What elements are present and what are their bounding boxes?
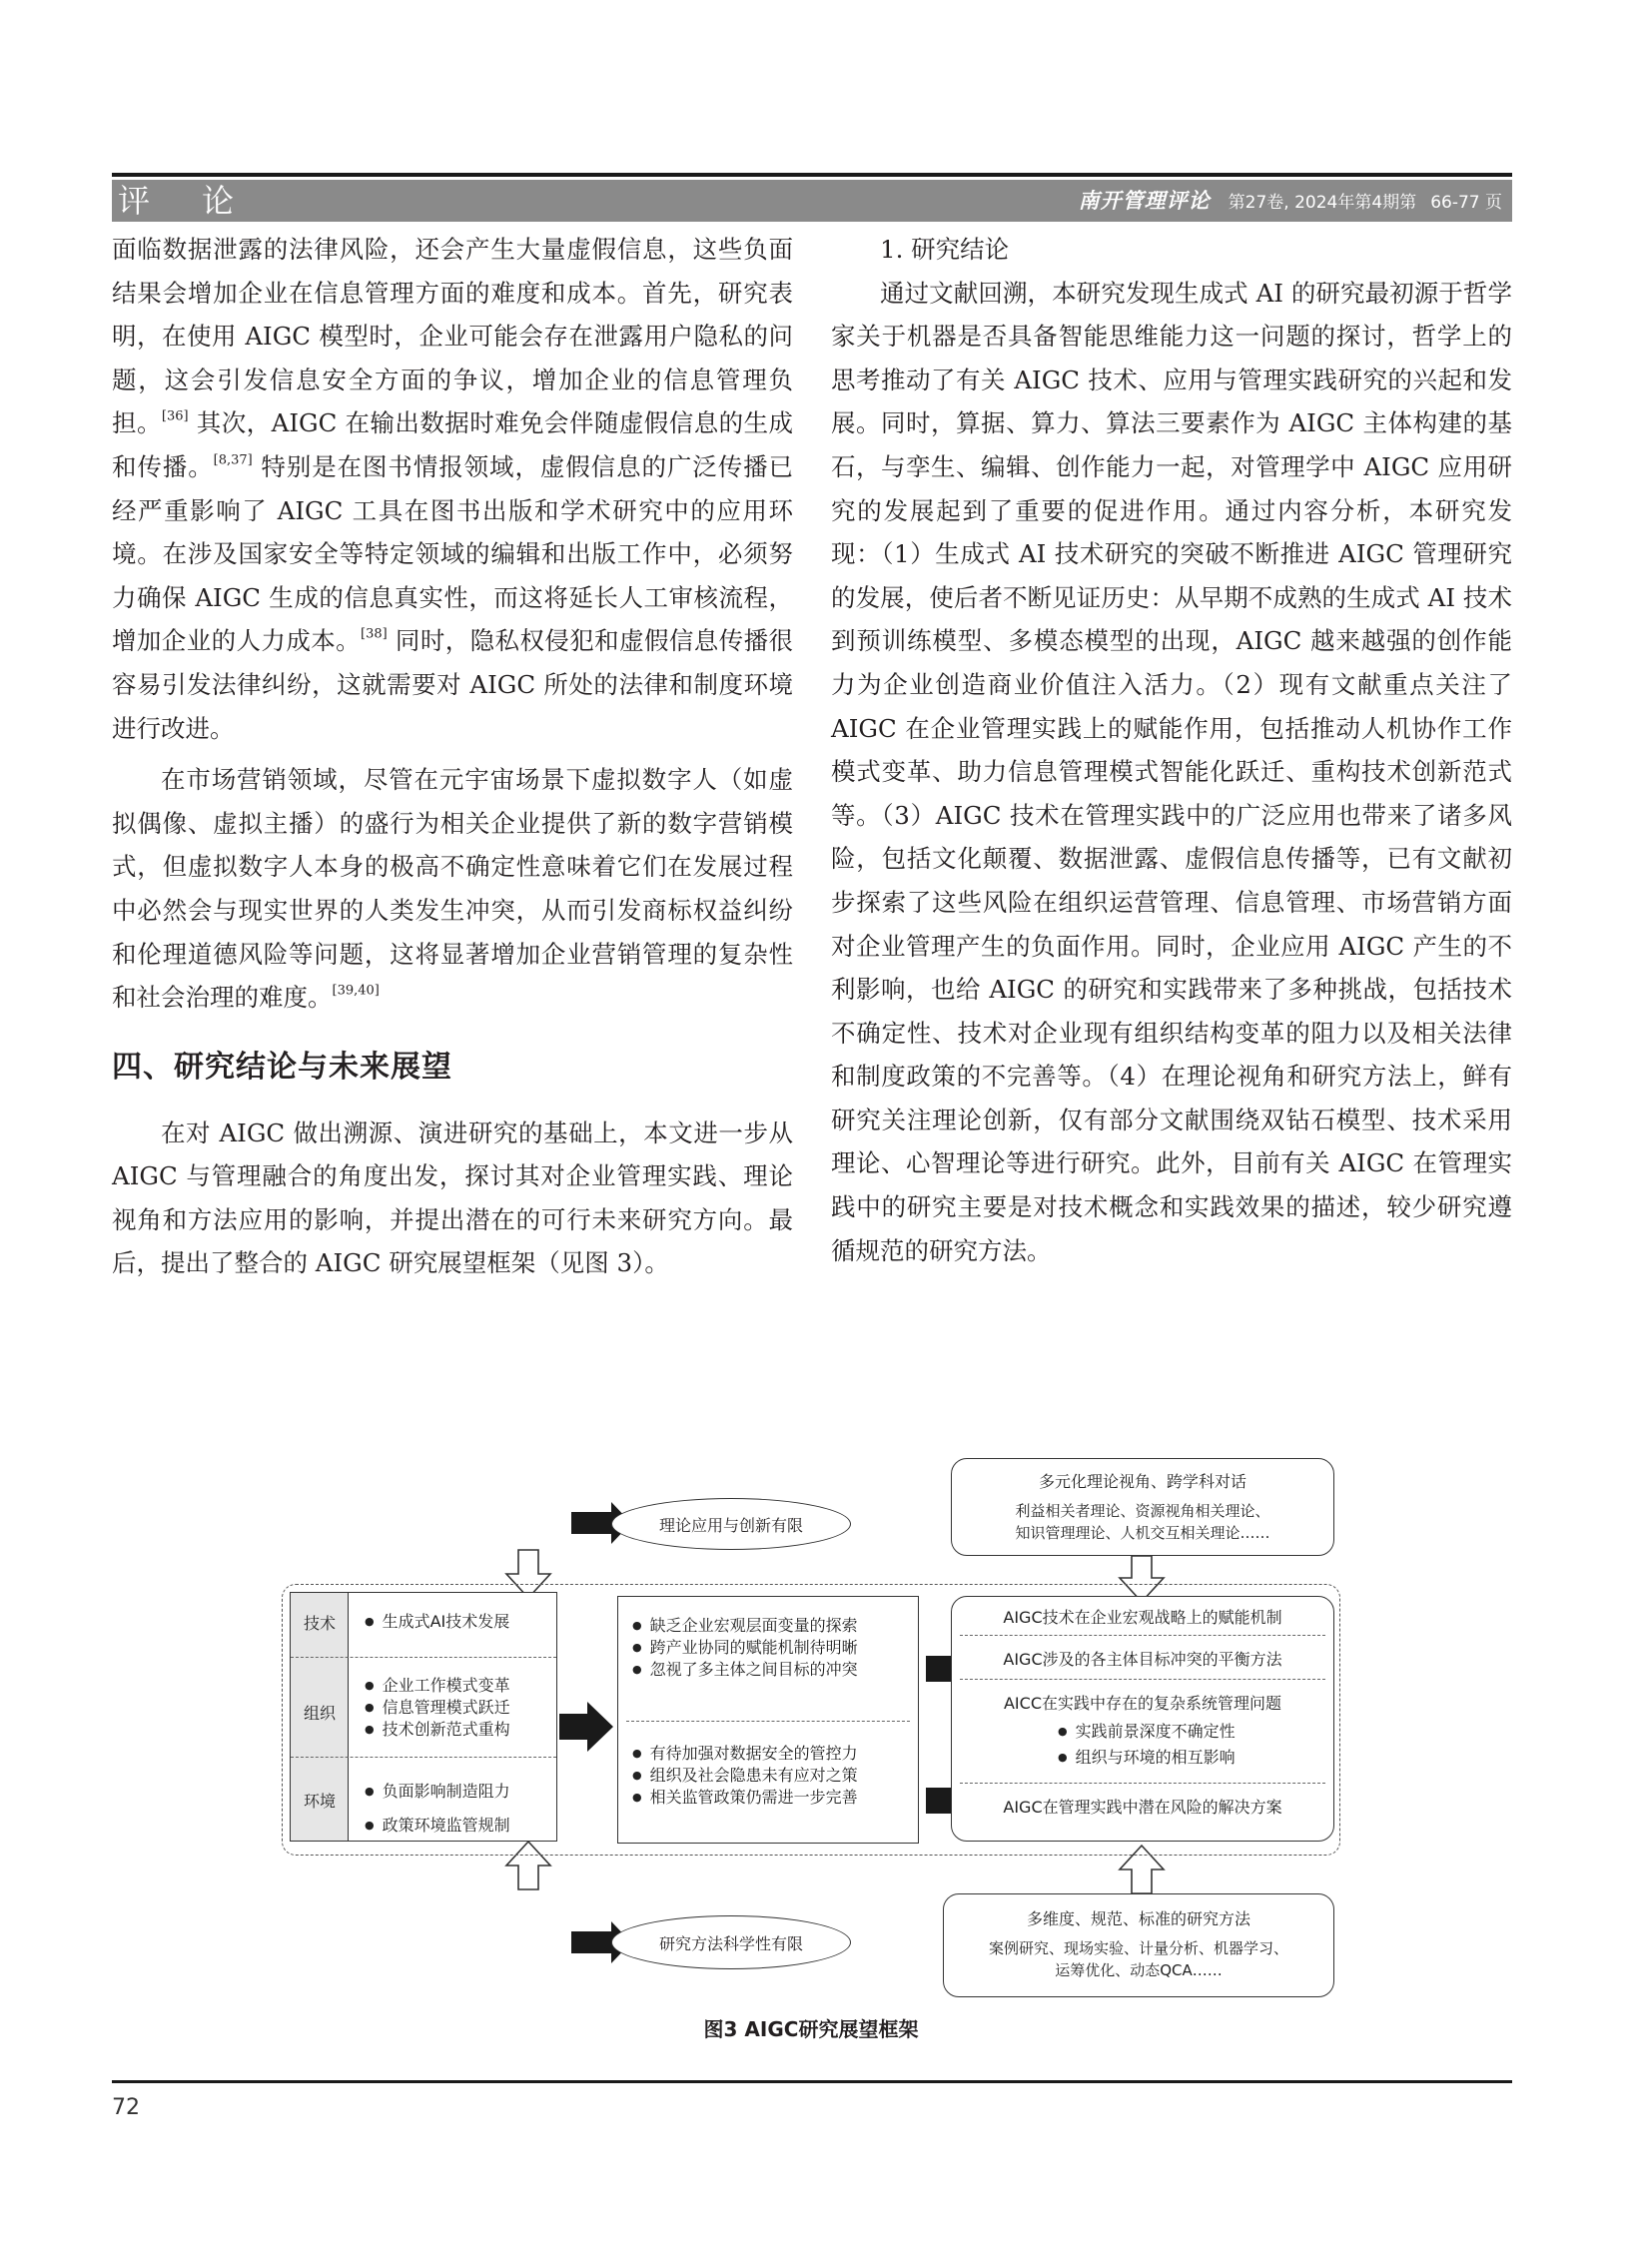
bottom-ellipse: 研究方法科学性有限 bbox=[611, 1915, 851, 1969]
right-column bbox=[831, 228, 1512, 1272]
right-item-1: AIGC技术在企业宏观战略上的赋能机制 bbox=[1003, 1608, 1282, 1627]
bottom-box bbox=[943, 1893, 1334, 1997]
right-divider bbox=[960, 1679, 1325, 1680]
middle-group-1 bbox=[632, 1615, 858, 1681]
right-paragraph-1: 通过文献回溯，本研究发现生成式 AI 的研究最初源于哲学家关于机器是否具备智能思维能力这一问题的探讨，哲学上的思考推动了有关 AIGC 技术、应用与管理实践研究的兴起和发展。同时，算据、算力、算法三要素作为 AIGC 主体构建的基石，与孪生、编辑、创作能力一起，对管理学中 AIGC 应用研究的发展起到了重要的促进作用。通过内容分析，本研究发现：（1）生成式 AI 技术研究的突破不断推进 AIGC 管理研究的发展，使后者不断见证历史：从早期不成熟的生成式 AI 技术到预训练模型、多模态模型的出现，AIGC 越来越强的创作能力为企业创造商业价值注入活力。（2）现有文献重点关注了 AIGC 在企业管理实践上的赋能作用，包括推动人机协作工作模式变革、助力信息管理模式智能化跃迁、重构技术创新范式等。（3）AIGC 技术在管理实践中的广泛应用也带来了诸多风险，包括文化颠覆、数据泄露、虚假信息传播等，已有文献初步探索了这些风险在组织运营管理、信息管理、市场营销方面对企业管理产生的负面作用。同时，企业应用 AIGC 产生的不利影响，也给 AIGC 的研究和实践带来了多种挑战，包括技术不确定性、技术对企业现有组织结构变革的阻力以及相关法律和制度政策的不完善等。（4）在理论视角和研究方法上，鲜有研究关注理论创新，仅有部分文献围绕双钻石模型、技术采用理论、心智理论等进行研究。此外，目前有关 AIGC 在管理实践中的研究主要是对技术概念和实践效果的描述，较少研究遵循规范的研究方法。 bbox=[831, 278, 1512, 1265]
figure-caption: 图3 AIGC研究展望框架 bbox=[703, 2017, 919, 2041]
right-item-2: AIGC涉及的各主体目标冲突的平衡方法 bbox=[1003, 1650, 1282, 1669]
section-heading: 四、研究结论与未来展望 bbox=[112, 1049, 452, 1085]
page-number: 72 bbox=[112, 2095, 140, 2120]
middle-group-2 bbox=[632, 1743, 858, 1809]
middle-divider bbox=[626, 1721, 910, 1722]
list-item: ● 企业工作模式变革 bbox=[365, 1675, 510, 1697]
top-ellipse: 理论应用与创新有限 bbox=[611, 1498, 851, 1550]
citation: [36] bbox=[161, 408, 189, 424]
category-env: 环境 bbox=[303, 1792, 336, 1811]
citation: [8,37] bbox=[213, 452, 253, 468]
text-run: 特别是在图书情报领域，虚假信息的广泛传播已经严重影响了 AIGC 工具在图书出版和学术研究中的应用环境。在涉及国家安全等特定领域的编辑和出版工作中，必须努力确保 AIGC 生成的信息真实性，而这将延长人工审核流程，增加企业的人力成本。 bbox=[112, 451, 793, 656]
bottom-box-title: 多维度、规范、标准的研究方法 bbox=[1026, 1909, 1250, 1928]
subsection-heading: 1. 研究结论 bbox=[880, 235, 1010, 264]
journal-issue: 第27卷, 2024年第4期第 bbox=[1228, 193, 1417, 213]
header-rule bbox=[112, 173, 1512, 177]
list-item: ● 政策环境监管规制 bbox=[365, 1809, 510, 1843]
journal-pages: 66-77 页 bbox=[1430, 193, 1502, 213]
org-items bbox=[365, 1675, 510, 1741]
right-panel bbox=[951, 1596, 1334, 1842]
list-item: ● 实践前景深度不确定性 bbox=[1058, 1719, 1236, 1745]
journal-info bbox=[1079, 180, 1502, 222]
list-item: ● 相关监管政策仍需进一步完善 bbox=[632, 1787, 858, 1809]
bottom-box-line: 运筹优化、动态QCA…… bbox=[1055, 1961, 1223, 1979]
right-item-3: AICC在实践中存在的复杂系统管理问题 bbox=[1003, 1694, 1281, 1713]
section-label: 评论 bbox=[118, 182, 287, 220]
top-box bbox=[951, 1458, 1334, 1556]
category-org: 组织 bbox=[303, 1704, 336, 1723]
category-tech: 技术 bbox=[303, 1614, 336, 1633]
right-divider bbox=[960, 1783, 1325, 1784]
right-item-3-bullets bbox=[1058, 1719, 1236, 1771]
left-paragraph-1 bbox=[112, 228, 793, 750]
left-paragraph-3: 在对 AIGC 做出溯源、演进研究的基础上，本文进一步从 AIGC 与管理融合的角度出发，探讨其对企业管理实践、理论视角和方法应用的影响，并提出潜在的可行未来研究方向。最后，提出了整合的 AIGC 研究展望框架（见图 3）。 bbox=[112, 1118, 793, 1278]
text-run: 其次，AIGC 在输出数据时难免会伴随虚假信息的生成和传播。 bbox=[112, 408, 794, 481]
list-item: ● 组织与环境的相互影响 bbox=[1058, 1745, 1236, 1771]
top-box-line: 利益相关者理论、资源视角相关理论、 bbox=[1015, 1502, 1270, 1520]
category-divider bbox=[291, 1657, 556, 1658]
left-paragraph-2 bbox=[112, 758, 793, 1020]
list-item: ● 信息管理模式跃迁 bbox=[365, 1697, 510, 1719]
text-run: 面临数据泄露的法律风险，还会产生大量虚假信息，这些负面结果会增加企业在信息管理方面的难度和成本。首先，研究表明，在使用 AIGC 模型时，企业可能会存在泄露用户隐私的问题，这会引发信息安全方面的争议，增加企业的信息管理负担。 bbox=[112, 235, 793, 438]
footer-rule bbox=[112, 2080, 1512, 2083]
citation: [39,40] bbox=[332, 983, 380, 999]
list-item: ● 技术创新范式重构 bbox=[365, 1719, 510, 1741]
top-box-title: 多元化理论视角、跨学科对话 bbox=[1038, 1472, 1246, 1491]
right-item-4: AIGC在管理实践中潜在风险的解决方案 bbox=[1003, 1798, 1282, 1817]
tech-items bbox=[365, 1611, 509, 1633]
text-run: 在市场营销领域，尽管在元宇宙场景下虚拟数字人（如虚拟偶像、虚拟主播）的盛行为相关企业提供了新的数字营销模式，但虚拟数字人本身的极高不确定性意味着它们在发展过程中必然会与现实世界的人类发生冲突，从而引发商标权益纠纷和伦理道德风险等问题，这将显著增加企业营销管理的复杂性和社会治理的难度。 bbox=[112, 765, 793, 1013]
list-item: ● 有待加强对数据安全的管控力 bbox=[632, 1743, 858, 1765]
list-item: ● 忽视了多主体之间目标的冲突 bbox=[632, 1659, 858, 1681]
list-item: ● 缺乏企业宏观层面变量的探索 bbox=[632, 1615, 858, 1637]
right-divider bbox=[960, 1635, 1325, 1636]
top-box-line: 知识管理理论、人机交互相关理论…… bbox=[1015, 1524, 1270, 1542]
bottom-box-line: 案例研究、现场实验、计量分析、机器学习、 bbox=[988, 1939, 1288, 1957]
citation: [38] bbox=[361, 626, 388, 642]
env-items bbox=[365, 1775, 510, 1843]
category-divider bbox=[291, 1757, 556, 1758]
left-panel bbox=[290, 1592, 557, 1842]
list-item: ● 跨产业协同的赋能机制待明晰 bbox=[632, 1637, 858, 1659]
list-item: ● 组织及社会隐患未有应对之策 bbox=[632, 1765, 858, 1787]
journal-name: 南开管理评论 bbox=[1078, 189, 1211, 213]
list-item: ● 负面影响制造阻力 bbox=[365, 1775, 510, 1809]
figure-3 bbox=[282, 1446, 1340, 2041]
middle-panel bbox=[617, 1596, 919, 1844]
list-item: ● 生成式AI技术发展 bbox=[365, 1611, 509, 1633]
text-run: 同时，隐私权侵犯和虚假信息传播很容易引发法律纠纷，这就需要对 AIGC 所处的法律和制度环境进行改进。 bbox=[112, 626, 793, 743]
left-column bbox=[112, 228, 793, 1285]
